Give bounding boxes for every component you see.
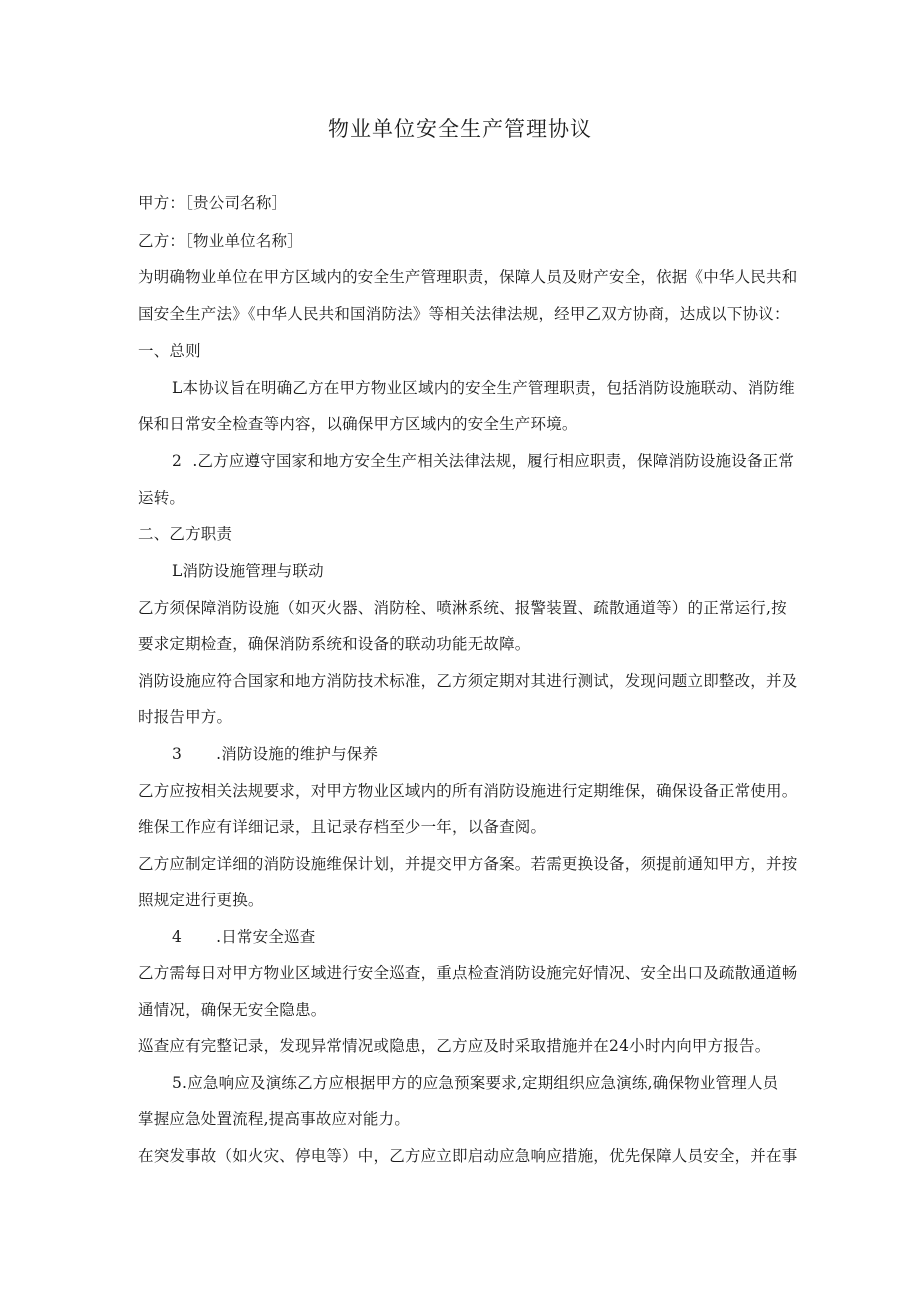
item-text: .日常安全巡查 <box>216 928 316 946</box>
section-2-paragraph-line: 维保工作应有详细记录，且记录存档至少一年，以备查阅。 <box>138 818 547 836</box>
section-1-item-1-line: L本协议旨在明确乙方在甲方物业区域内的安全生产管理职责，包括消防设施联动、消防维 <box>172 379 795 397</box>
item-text: .乙方应遵守国家和地方安全生产相关法律法规，履行相应职责，保障消防设施设备正常 <box>192 452 795 470</box>
intro-paragraph-line: 国安全生产法》《中华人民共和国消防法》等相关法律法规，经甲乙双方协商，达成以下协议： <box>138 305 790 323</box>
section-2-item-4-heading <box>172 926 315 948</box>
item-number: 4 <box>172 928 183 946</box>
section-2-paragraph-line: 巡查应有完整记录，发现异常情况或隐患，乙方应及时采取措施并在24小时内向甲方报告。 <box>138 1037 771 1055</box>
party-b-line: 乙方：［物业单位名称］ <box>138 232 303 250</box>
section-2-paragraph-line: 时报告甲方。 <box>138 708 233 726</box>
section-2-paragraph-line: 照规定进行更换。 <box>138 891 264 909</box>
section-2-item-5-line: 5.应急响应及演练乙方应根据甲方的应急预案要求,定期组织应急演练,确保物业管理人员 <box>172 1074 779 1092</box>
section-2-paragraph-line: 乙方应按相关法规要求，对甲方物业区域内的所有消防设施进行定期维保，确保设备正常使用。 <box>138 782 798 800</box>
section-2-paragraph-line: 要求定期检查，确保消防系统和设备的联动功能无故障。 <box>138 635 531 653</box>
item-text: .消防设施的维护与保养 <box>216 745 379 763</box>
section-2-paragraph-line: 在突发事故（如火灾、停电等）中，乙方应立即启动应急响应措施，优先保障人员安全，并在事 <box>138 1147 798 1165</box>
section-1-heading: 一、总则 <box>138 342 201 360</box>
section-2-paragraph-line: 乙方应制定详细的消防设施维保计划，并提交甲方备案。若需更换设备，须提前通知甲方，并按 <box>138 855 798 873</box>
section-1-item-2-line: 运转。 <box>138 489 186 507</box>
document-title: 物业单位安全生产管理协议 <box>328 117 592 141</box>
item-number: 3 <box>172 745 183 763</box>
party-a-line: 甲方：［贵公司名称］ <box>138 194 288 212</box>
section-2-item-1-heading: L消防设施管理与联动 <box>172 562 324 580</box>
section-2-paragraph-line: 乙方须保障消防设施（如灭火器、消防栓、喷淋系统、报警装置、疏散通道等）的正常运行,按 <box>138 599 787 617</box>
intro-paragraph-line: 为明确物业单位在甲方区域内的安全生产管理职责，保障人员及财产安全，依据《中华人民共和 <box>138 268 798 286</box>
section-2-paragraph-line: 乙方需每日对甲方物业区域进行安全巡查，重点检查消防设施完好情况、安全出口及疏散通道畅 <box>138 964 798 982</box>
section-2-heading: 二、乙方职责 <box>138 525 233 543</box>
section-1-item-2-line <box>172 450 794 472</box>
section-1-item-1-line: 保和日常安全检查等内容，以确保甲方区域内的安全生产环境。 <box>138 415 578 433</box>
section-2-item-5-line: 掌握应急处置流程,提高事故应对能力。 <box>138 1110 411 1128</box>
section-2-paragraph-line: 通情况，确保无安全隐患。 <box>138 1001 327 1019</box>
item-number: 2 <box>172 452 183 470</box>
section-2-paragraph-line: 消防设施应符合国家和地方消防技术标准，乙方须定期对其进行测试，发现问题立即整改，并及 <box>138 672 798 690</box>
section-2-item-3-heading <box>172 743 378 765</box>
